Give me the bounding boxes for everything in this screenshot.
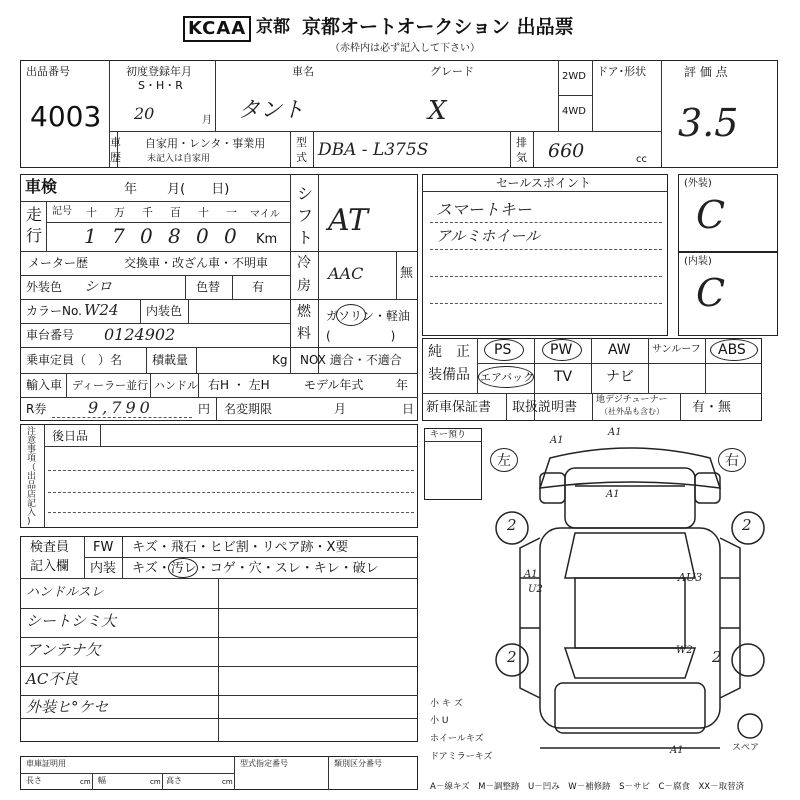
class-number-label: 類別区分番号 — [334, 759, 382, 768]
width-label: 幅 — [98, 776, 106, 785]
score-value: 3.5 — [678, 101, 739, 145]
odometer-digit-3: 8 — [168, 224, 181, 248]
shift-label-3: ト — [297, 228, 314, 247]
chassis-number: 0124902 — [104, 325, 176, 344]
month-unit: 月 — [202, 115, 212, 126]
color-no: W24 — [84, 301, 119, 319]
digit-header-1: 万 — [114, 206, 125, 219]
damage-mark-4: A1 — [524, 569, 538, 580]
name-change-month: 月 — [334, 402, 347, 416]
notes-first-line: 後日品 — [52, 429, 89, 443]
shift-value: AT — [328, 203, 369, 238]
equip-ps-circle — [484, 339, 524, 361]
title-note: （赤枠内は必ず記入して下さい） — [330, 43, 480, 54]
damage-mark-7: W2 — [676, 645, 693, 656]
fw-text: キズ・飛石・ヒビ割・リペア跡・X要 — [132, 540, 349, 555]
displacement-label-1: 排 — [516, 136, 527, 149]
exterior-grade: C — [696, 193, 726, 237]
tuner-yes-no: 有・無 — [692, 400, 732, 415]
meter-history-label: メーター歴 — [28, 256, 89, 270]
left-side-label: 左 — [497, 453, 511, 469]
drive-2wd: 2WD — [562, 71, 586, 82]
interior-grade-label: (内装) — [684, 256, 712, 267]
recycle-amount: 9,790 — [88, 398, 154, 417]
ac-none: 無 — [400, 266, 414, 281]
fuel-options: ガソリン・軽油 — [326, 309, 411, 323]
vehicle-type-note: 未記入は自家用 — [147, 154, 211, 164]
handle-label: ハンドル — [154, 379, 198, 392]
fuel-label-1: 燃 — [297, 304, 311, 320]
equip-pw: PW — [550, 342, 573, 358]
equipment-label-2: 装備品 — [428, 367, 470, 383]
inspector-note-3: アンテナ欠 — [26, 641, 101, 659]
exterior-color-label: 外装色 — [26, 280, 63, 294]
kcaa-logo — [183, 16, 251, 42]
score-label: 評 価 点 — [684, 65, 728, 79]
interior-check-text: キズ・汚レ・コゲ・穴・スレ・キレ・破レ — [132, 561, 379, 576]
lot-number-label: 出品番号 — [26, 65, 70, 78]
fuel-label-2: 料 — [297, 326, 311, 342]
wheel-mark-2: 2 — [742, 516, 752, 534]
km-label: Km — [256, 232, 278, 247]
model-year-unit: 年 — [396, 378, 409, 392]
shaken-label: 車検 — [25, 177, 58, 196]
load-label: 積載量 — [152, 353, 189, 367]
notes-side-10: 入 — [27, 508, 37, 518]
digit-header-4: 十 — [198, 206, 209, 219]
digital-tuner-note: （社外品も含む） — [600, 407, 664, 416]
drive-4wd: 4WD — [562, 106, 586, 117]
car-name: タント — [238, 98, 305, 123]
notes-side-3: 事 — [27, 445, 37, 455]
damage-mark-1: A1 — [550, 435, 564, 446]
right-side-marker — [718, 448, 746, 472]
wheel-mark-1: 2 — [507, 516, 517, 534]
sales-point-1: スマートキー — [436, 200, 532, 219]
car-name-label: 車名 — [292, 65, 314, 78]
model-label-2: 式 — [296, 151, 307, 164]
spare-label: スペア — [732, 743, 760, 753]
notes-side-6: 出 — [27, 472, 37, 482]
odometer-digit-4: 0 — [196, 224, 209, 248]
notes-side-4: 項 — [27, 454, 37, 464]
equip-pw-circle — [542, 339, 582, 361]
digit-header-5: 一 — [226, 206, 237, 219]
vehicle-type-options: 自家用・レンタ・事業用 — [145, 137, 266, 150]
color-no-label: カラーNo. — [26, 304, 82, 318]
notes-side-5: （ — [27, 463, 37, 473]
sales-point-2: アルミホイール — [436, 227, 541, 245]
width-unit: cm — [150, 778, 161, 786]
shift-label-1: シ — [297, 184, 314, 203]
inspector-label-2: 記入欄 — [30, 559, 70, 574]
equip-sunroof: サンルーフ — [652, 344, 701, 355]
model-label-1: 型 — [296, 136, 307, 149]
damage-mark-2: A1 — [608, 427, 622, 438]
odometer-digit-2: 0 — [140, 224, 153, 248]
sales-points-section — [422, 174, 668, 336]
history-label-1: 車 — [110, 136, 121, 149]
dealer-parallel: ディーラー並行 — [72, 379, 149, 392]
mileage-label-2: 行 — [26, 226, 43, 245]
left-side-marker — [490, 448, 518, 472]
inspector-note-4: AC不良 — [26, 670, 79, 688]
digit-header-0: 十 — [86, 206, 97, 219]
equip-abs-circle — [710, 339, 758, 361]
notes-side-9: 記 — [27, 499, 37, 509]
capacity-label: 乗車定員（ ）名 — [26, 353, 123, 367]
ac-label-2: 房 — [297, 278, 311, 294]
digit-header-2: 千 — [142, 206, 153, 219]
manual: 取扱説明書 — [512, 400, 578, 415]
fuel-paren: ( ) — [326, 329, 396, 343]
logo-text: KCAA — [188, 18, 247, 39]
equipment-label-1: 純 正 — [428, 344, 470, 360]
displacement-unit: cc — [636, 154, 647, 165]
odometer-digit-1: 7 — [112, 224, 125, 248]
key-deposit-label: キー預り — [430, 430, 467, 440]
damage-mark-8: A1 — [670, 745, 684, 756]
era-options: S・H・R — [138, 79, 183, 92]
inspector-note-2: シートシミ大 — [26, 612, 117, 630]
damage-mark-6: AU3 — [678, 571, 703, 584]
height-label: 高さ — [166, 776, 182, 785]
exterior-grade-label: (外装) — [684, 178, 712, 189]
registration-year: 20 — [134, 104, 155, 123]
mile-label: マイル — [250, 209, 280, 220]
interior-check-label: 内装 — [90, 561, 117, 576]
recycle-label: R券 — [26, 402, 47, 416]
history-label-2: 歴 — [110, 151, 121, 164]
notes-side-7: 品 — [27, 481, 37, 491]
damage-mark-3: A1 — [606, 489, 620, 500]
grade-value: X — [428, 96, 447, 126]
mileage-label-1: 走 — [26, 205, 43, 224]
ac-label-1: 冷 — [297, 255, 311, 271]
damage-legend: A－線キズ M－調整跡 U－凹み W－補修跡 S－サビ C－腐食 XX－取替済 — [430, 782, 745, 792]
legend-mirror-scratch: ドアミラーキズ — [430, 752, 493, 762]
wheel-mark-3: 2 — [507, 648, 517, 666]
recycle-unit: 円 — [198, 402, 211, 416]
equip-tv: TV — [554, 369, 573, 385]
ac-value: AAC — [328, 264, 364, 283]
import-label: 輸入車 — [26, 378, 63, 392]
height-unit: cm — [222, 778, 233, 786]
legend-small-scratch: 小 キ ズ — [430, 699, 463, 709]
car-damage-diagram — [480, 428, 780, 758]
nox-options: NOX 適合・不適合 — [300, 353, 402, 367]
name-change-day: 日 — [402, 402, 415, 416]
grade-label: グレード — [430, 65, 474, 78]
door-shape-label: ドア･形状 — [597, 65, 647, 78]
first-registration-label: 初度登録年月 — [126, 65, 192, 78]
exterior-color: シロ — [84, 279, 112, 295]
handle-options: 右H ・ 左H — [208, 378, 270, 392]
cert-label: 車庫証明用 — [26, 759, 66, 768]
equip-ps: PS — [494, 342, 512, 358]
inspector-note-1: ハンドルスレ — [26, 585, 104, 600]
warranty-book: 新車保証書 — [426, 400, 492, 415]
color-change-label: 色替 — [196, 280, 221, 294]
notes-side-8: 店 — [27, 490, 37, 500]
shaken-fields: 年 月( 日) — [124, 182, 230, 197]
displacement-label-2: 気 — [516, 151, 527, 164]
chassis-label: 車台番号 — [26, 328, 75, 342]
logo-city: 京都 — [256, 17, 290, 37]
interior-stain-circle — [168, 558, 198, 578]
inspector-note-5: 外装ヒ°ケセ — [26, 698, 109, 716]
equip-airbag: エアバック — [480, 371, 535, 384]
odometer-digit-0: 1 — [84, 224, 97, 248]
equip-navi: ナビ — [606, 369, 634, 385]
digit-header-3: 百 — [170, 206, 181, 219]
model-year-label: モデル年式 — [304, 378, 364, 392]
displacement-value: 660 — [548, 140, 585, 162]
digital-tuner: 地デジチューナー — [596, 395, 668, 405]
page-title: 京都オートオークション 出品票 — [302, 16, 574, 38]
name-change-label: 名変期限 — [224, 402, 273, 416]
type-number-label: 型式指定番号 — [240, 759, 288, 768]
fuel-selection-circle — [336, 304, 366, 326]
sales-points-label: セールスポイント — [496, 176, 591, 190]
equip-airbag-circle — [478, 366, 534, 388]
load-unit: Kg — [272, 353, 288, 367]
legend-wheel-scratch: ホイールキズ — [430, 734, 484, 744]
notes-side-11: ) — [27, 517, 31, 527]
interior-color-label: 内装色 — [146, 304, 183, 318]
lot-number: 4003 — [30, 100, 102, 133]
interior-grade: C — [696, 271, 726, 315]
odometer-digit-5: 0 — [224, 224, 237, 248]
length-unit: cm — [80, 778, 91, 786]
length-label: 長さ — [26, 776, 42, 785]
meter-history-options: 交換車・改ざん車・不明車 — [124, 256, 269, 270]
equip-aw: AW — [608, 342, 631, 358]
notes-side-1: 注 — [27, 427, 37, 437]
wheel-mark-4: 2 — [712, 648, 722, 666]
fw-label: FW — [93, 540, 114, 555]
color-change-value: 有 — [252, 280, 265, 294]
kigo-label: 記号 — [52, 206, 72, 217]
inspector-label-1: 検査員 — [30, 540, 70, 555]
shift-label-2: フ — [297, 206, 314, 225]
equip-abs: ABS — [718, 342, 746, 358]
notes-side-2: 意 — [27, 436, 37, 446]
legend-small-dent: 小 U — [430, 716, 449, 726]
model-value: DBA - L375S — [318, 140, 429, 160]
right-side-label: 右 — [725, 453, 739, 469]
damage-mark-5: U2 — [528, 584, 543, 595]
